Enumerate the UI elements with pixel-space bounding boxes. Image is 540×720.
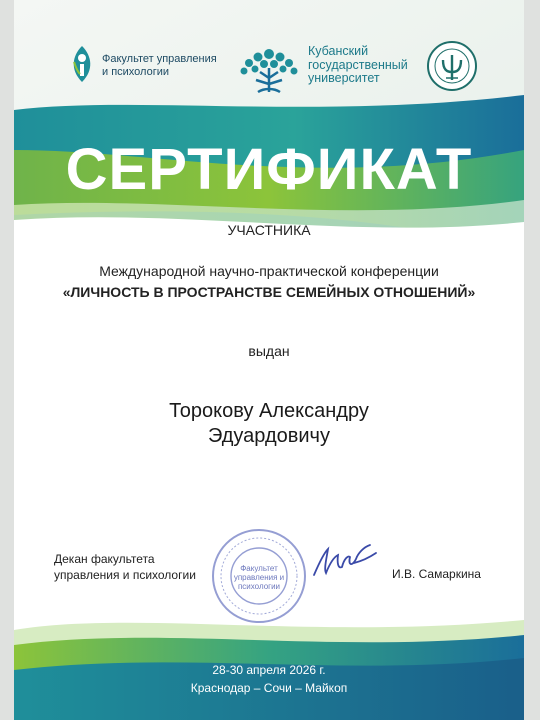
university-logo-text: Кубанский государственный университет — [308, 44, 408, 85]
signatory-name: И.В. Самаркина — [392, 567, 481, 581]
tree-emblem-icon — [236, 42, 302, 98]
participant-label: УЧАСТНИКА — [227, 222, 311, 238]
faculty-logo — [66, 44, 246, 92]
conference-name: «ЛИЧНОСТЬ В ПРОСТРАНСТВЕ СЕМЕЙНЫХ ОТНОШЕНИЙ» — [62, 284, 476, 300]
university-logo — [236, 42, 426, 98]
signature-icon — [310, 541, 380, 581]
issued-label: выдан — [248, 343, 290, 359]
psi-seal-icon — [426, 40, 478, 92]
signatory-position: Декан факультета управления и психологии — [54, 552, 196, 582]
psychology-department-seal — [426, 40, 478, 92]
stamp-line-3: психологии — [237, 582, 281, 591]
certificate — [14, 0, 524, 720]
faculty-stamp-icon — [210, 527, 308, 625]
conference-description: Международной научно-практической конференции — [99, 263, 439, 279]
stamp-line-2: управления и — [233, 573, 285, 582]
faculty-logo-text: Факультет управления и психологии — [102, 53, 217, 78]
faculty-emblem-icon — [66, 44, 98, 84]
event-date: 28-30 апреля 2026 г. — [212, 663, 326, 677]
event-cities: Краснодар – Сочи – Майкоп — [190, 681, 348, 695]
certificate-title: СЕРТИФИКАТ — [65, 137, 473, 202]
stamp-line-1: Факультет — [240, 564, 278, 573]
recipient-name: Торокову Александру Эдуардовичу — [169, 400, 369, 447]
